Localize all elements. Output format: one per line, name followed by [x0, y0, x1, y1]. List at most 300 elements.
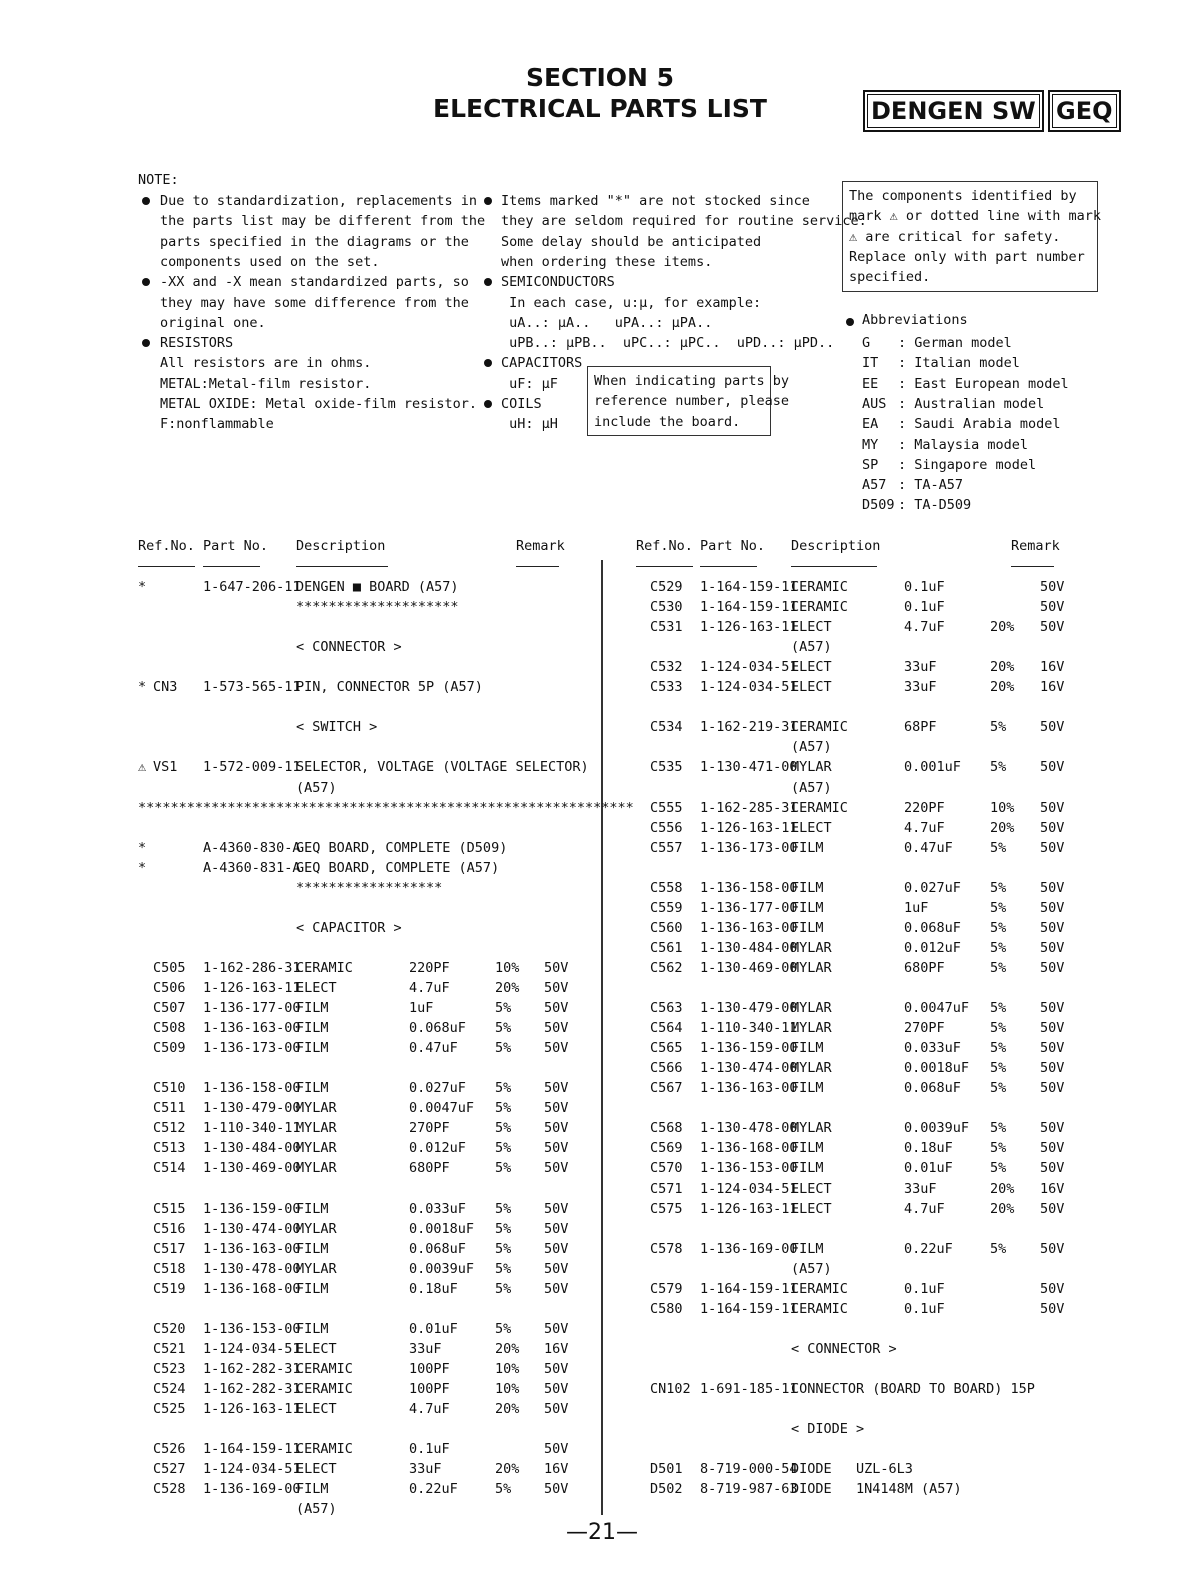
- note-text: Due to standardization, replacements in: [160, 193, 477, 209]
- divider: [516, 566, 559, 567]
- divider: [203, 566, 260, 567]
- part-no: 1-110-340-11: [700, 1020, 798, 1037]
- description: (A57): [791, 639, 832, 656]
- description: FILM: [296, 1040, 329, 1057]
- part-no: 1-130-484-00: [700, 939, 798, 956]
- voltage: 50V: [1040, 919, 1065, 936]
- voltage: 50V: [1040, 719, 1065, 736]
- model-tag-dengen: DENGEN SW: [863, 90, 1044, 132]
- abbrev-value: : German model: [898, 335, 1012, 351]
- part-no: 1-136-163-00: [700, 919, 798, 936]
- abbrev-value: : TA-D509: [898, 497, 972, 514]
- voltage: 50V: [1040, 619, 1065, 636]
- part-no: 1-162-219-31: [700, 719, 798, 736]
- ref-no: C505: [153, 959, 186, 976]
- voltage: 50V: [544, 1020, 569, 1037]
- description: MYLAR: [296, 1160, 337, 1177]
- description: < CONNECTOR >: [791, 1340, 897, 1357]
- tolerance: 10%: [495, 1381, 520, 1397]
- ref-no: C528: [153, 1481, 186, 1498]
- part-no: 1-130-469-00: [203, 1160, 301, 1177]
- ref-no: C512: [153, 1120, 186, 1137]
- value: 68PF: [904, 719, 937, 736]
- section-number: SECTION 5: [525, 63, 675, 92]
- description: SELECTOR, VOLTAGE (VOLTAGE SELECTOR): [296, 759, 589, 776]
- page-title: ELECTRICAL PARTS LIST: [433, 94, 767, 123]
- tolerance: 5%: [495, 1000, 512, 1017]
- ref-no: C534: [650, 719, 683, 736]
- tolerance: 5%: [495, 1320, 512, 1337]
- part-no: 1-136-177-00: [700, 899, 798, 916]
- col-header-remark-right: Remark: [1011, 538, 1060, 554]
- ref-no: C533: [650, 679, 683, 696]
- voltage: 50V: [1040, 1080, 1065, 1097]
- part-no: 1-136-173-00: [700, 839, 798, 856]
- description: FILM: [791, 1240, 824, 1257]
- part-no: 1-136-153-00: [700, 1160, 798, 1177]
- ref-no: C515: [153, 1200, 186, 1217]
- voltage: 50V: [1040, 839, 1065, 856]
- page-number: —21—: [566, 1520, 638, 1545]
- note-text: All resistors are in ohms.: [160, 355, 372, 372]
- voltage: 50V: [1040, 959, 1065, 976]
- part-no: 1-124-034-51: [700, 679, 798, 696]
- tolerance: 20%: [990, 619, 1015, 636]
- tolerance: 5%: [990, 839, 1007, 856]
- ref-no: C566: [650, 1060, 683, 1077]
- part-no: 1-164-159-11: [700, 1280, 798, 1297]
- ref-no: C564: [650, 1020, 683, 1037]
- note-text: uH: μH: [501, 416, 558, 433]
- description: MYLAR: [791, 759, 832, 776]
- col-header-part-left: Part No.: [203, 538, 269, 554]
- ref-no: C580: [650, 1300, 683, 1317]
- value: 0.0047uF: [409, 1100, 475, 1117]
- description: FILM: [296, 1020, 329, 1037]
- note-text: RESISTORS: [160, 335, 234, 352]
- note-text: Items marked "*" are not stocked since: [501, 193, 810, 209]
- ref-no: C568: [650, 1120, 683, 1137]
- voltage: 50V: [1040, 799, 1065, 816]
- value: 680PF: [409, 1160, 450, 1177]
- value: 0.068uF: [904, 919, 961, 936]
- tolerance: 20%: [990, 1180, 1015, 1197]
- description: MYLAR: [791, 959, 832, 976]
- tolerance: 5%: [990, 1020, 1007, 1037]
- tolerance: 5%: [495, 1100, 512, 1117]
- value: 0.068uF: [409, 1240, 466, 1257]
- value: 220PF: [904, 799, 945, 816]
- note-text: SEMICONDUCTORS: [501, 274, 615, 291]
- part-no: 1-130-469-00: [700, 959, 798, 976]
- abbrev-key: EE: [862, 375, 879, 392]
- ref-no: C514: [153, 1160, 186, 1177]
- voltage: 50V: [544, 1381, 569, 1397]
- description: FILM: [791, 879, 824, 896]
- ref-no: C555: [650, 799, 683, 816]
- ref-no: C507: [153, 1000, 186, 1017]
- abbrev-bullet-icon: [846, 318, 854, 326]
- tolerance: 5%: [495, 1040, 512, 1057]
- voltage: 16V: [1040, 659, 1065, 676]
- part-no: 1-124-034-51: [203, 1340, 301, 1357]
- abbrev-key: D509: [862, 497, 895, 514]
- voltage: 50V: [1040, 1120, 1065, 1137]
- description: FILM: [296, 1000, 329, 1017]
- tolerance: 20%: [990, 659, 1015, 676]
- value: 0.0018uF: [904, 1060, 970, 1077]
- ref-no: C530: [650, 599, 683, 616]
- tolerance: 5%: [990, 1080, 1007, 1097]
- part-no: 8-719-000-54: [700, 1461, 798, 1478]
- divider: [138, 566, 195, 567]
- part-no: 1-162-286-31: [203, 959, 301, 976]
- voltage: 50V: [544, 1220, 569, 1237]
- description: CERAMIC: [791, 599, 848, 616]
- value: 100PF: [409, 1360, 450, 1377]
- part-no: 1-126-163-11: [700, 1200, 798, 1217]
- part-no: 1-136-163-00: [203, 1020, 301, 1037]
- tolerance: 5%: [495, 1481, 512, 1498]
- note-text: they may have some difference from the: [160, 294, 469, 311]
- value: 0.1uF: [904, 1300, 945, 1317]
- col-header-part-right: Part No.: [700, 538, 766, 554]
- description: MYLAR: [791, 1120, 832, 1137]
- part-no: 1-573-565-11: [203, 679, 301, 696]
- col-header-remark-left: Remark: [516, 538, 565, 554]
- voltage: 50V: [1040, 939, 1065, 956]
- tolerance: 5%: [990, 899, 1007, 916]
- description: ELECT: [791, 1180, 832, 1197]
- description: FILM: [791, 1080, 824, 1097]
- ref-no: D502: [650, 1481, 683, 1498]
- abbrev-value: : Malaysia model: [898, 436, 1029, 453]
- description: CERAMIC: [791, 1280, 848, 1297]
- description: FILM: [791, 1040, 824, 1057]
- ref-no: C509: [153, 1040, 186, 1057]
- part-no: 1-162-285-31: [700, 799, 798, 816]
- ref-no: C575: [650, 1200, 683, 1217]
- part-no: 1-124-034-51: [203, 1461, 301, 1478]
- ref-no: CN102: [650, 1381, 691, 1397]
- safety-note-box: The components identified by mark ⚠ or dotted line with mark ⚠ are critical for safety. Replace only with part number specified.: [842, 181, 1098, 292]
- description: CONNECTOR (BOARD TO BOARD) 15P: [791, 1381, 1035, 1397]
- ref-no: C532: [650, 659, 683, 676]
- ref-no: C506: [153, 980, 186, 996]
- description: CERAMIC: [296, 959, 353, 976]
- ref-no: C565: [650, 1040, 683, 1057]
- note-text: METAL OXIDE: Metal oxide-film resistor.: [160, 396, 477, 412]
- voltage: 50V: [1040, 1140, 1065, 1157]
- value: 0.0047uF: [904, 1000, 970, 1017]
- note-text: the parts list may be different from the: [160, 213, 486, 230]
- ref-no: C535: [650, 759, 683, 776]
- tolerance: 5%: [990, 1060, 1007, 1077]
- voltage: 50V: [544, 959, 569, 976]
- part-no: 1-130-478-00: [203, 1260, 301, 1277]
- note-text: uA..: μA.. uPA..: μPA..: [501, 314, 713, 331]
- voltage: 50V: [544, 1320, 569, 1337]
- tolerance: 5%: [495, 1140, 512, 1157]
- part-no: A-4360-831-A: [203, 859, 301, 876]
- voltage: 50V: [1040, 1280, 1065, 1297]
- ref-no: C520: [153, 1320, 186, 1337]
- description: FILM: [296, 1080, 329, 1097]
- tolerance: 20%: [990, 1200, 1015, 1217]
- description: MYLAR: [296, 1100, 337, 1117]
- part-no: 1-124-034-51: [700, 659, 798, 676]
- col-header-desc-left: Description: [296, 538, 386, 554]
- value: 0.01uF: [904, 1160, 953, 1177]
- value: 0.027uF: [904, 879, 961, 896]
- ref-no: C569: [650, 1140, 683, 1157]
- value: 0.012uF: [904, 939, 961, 956]
- not-stocked-mark: *: [138, 679, 147, 696]
- bullet-icon: [484, 359, 492, 367]
- tolerance: 5%: [495, 1200, 512, 1217]
- value: 4.7uF: [904, 1200, 945, 1217]
- voltage: 16V: [544, 1340, 569, 1357]
- ref-no: C527: [153, 1461, 186, 1478]
- value: 0.0039uF: [409, 1260, 475, 1277]
- tolerance: 5%: [495, 1220, 512, 1237]
- part-no: 1-164-159-11: [203, 1441, 301, 1458]
- tolerance: 10%: [495, 959, 520, 976]
- note-text: METAL:Metal-film resistor.: [160, 375, 372, 392]
- note-text: uPB..: μPB.. uPC..: μPC.. uPD..: μPD..: [501, 335, 835, 352]
- description: ********************: [296, 599, 459, 616]
- board-reference-note-box: When indicating parts by reference number, please include the board.: [587, 366, 771, 436]
- voltage: 50V: [544, 1260, 569, 1277]
- note-text: original one.: [160, 314, 266, 331]
- note-text: parts specified in the diagrams or the: [160, 233, 469, 250]
- value: 0.1uF: [904, 1280, 945, 1297]
- value: 0.18uF: [409, 1280, 458, 1297]
- voltage: 50V: [544, 1160, 569, 1177]
- part-no: 1-130-478-00: [700, 1120, 798, 1137]
- ref-no: C517: [153, 1240, 186, 1257]
- value: 0.001uF: [904, 759, 961, 776]
- voltage: 50V: [544, 1000, 569, 1017]
- ref-no: C531: [650, 619, 683, 636]
- tolerance: 5%: [990, 719, 1007, 736]
- abbrev-key: MY: [862, 436, 879, 453]
- value: 0.47uF: [409, 1040, 458, 1057]
- part-no: 1-136-173-00: [203, 1040, 301, 1057]
- ref-no: C529: [650, 579, 683, 595]
- note-text: In each case, u:μ, for example:: [501, 294, 762, 311]
- value: 0.18uF: [904, 1140, 953, 1157]
- description: ELECT: [296, 1461, 337, 1478]
- description: (A57): [791, 739, 832, 756]
- description: FILM: [296, 1320, 329, 1337]
- voltage: 50V: [1040, 1200, 1065, 1217]
- ref-no: C519: [153, 1280, 186, 1297]
- description: (A57): [791, 779, 832, 796]
- value: 0.47uF: [904, 839, 953, 856]
- value: 4.7uF: [409, 1401, 450, 1418]
- value: 270PF: [409, 1120, 450, 1137]
- separator-stars: *************************************************************: [138, 799, 634, 816]
- part-no: 1-130-484-00: [203, 1140, 301, 1157]
- description: ******************: [296, 879, 443, 896]
- ref-no: C518: [153, 1260, 186, 1277]
- description: < SWITCH >: [296, 719, 378, 736]
- value: 33uF: [904, 679, 937, 696]
- divider: [296, 566, 388, 567]
- tolerance: 5%: [495, 1280, 512, 1297]
- ref-no: C561: [650, 939, 683, 956]
- value: 0.22uF: [409, 1481, 458, 1498]
- part-no: 1-162-282-31: [203, 1360, 301, 1377]
- part-no: 1-136-163-00: [700, 1080, 798, 1097]
- description: CERAMIC: [296, 1441, 353, 1458]
- description: (A57): [296, 779, 337, 796]
- voltage: 50V: [1040, 1160, 1065, 1177]
- ref-no: C516: [153, 1220, 186, 1237]
- description: ELECT: [296, 1401, 337, 1418]
- voltage: 50V: [1040, 759, 1065, 776]
- ref-no: C567: [650, 1080, 683, 1097]
- value: 0.0018uF: [409, 1220, 475, 1237]
- description: CERAMIC: [296, 1360, 353, 1377]
- description: CERAMIC: [791, 1300, 848, 1317]
- ref-no: C578: [650, 1240, 683, 1257]
- value: 0.1uF: [904, 579, 945, 595]
- column-divider: [601, 560, 603, 1515]
- description: CERAMIC: [791, 799, 848, 816]
- col-header-ref-left: Ref.No.: [138, 538, 195, 554]
- divider: [1011, 566, 1054, 567]
- voltage: 50V: [544, 1120, 569, 1137]
- voltage: 50V: [544, 980, 569, 996]
- value: 0.01uF: [409, 1320, 458, 1337]
- description: < CONNECTOR >: [296, 639, 402, 656]
- notes-heading: NOTE:: [138, 172, 179, 188]
- value: 4.7uF: [409, 980, 450, 996]
- bullet-icon: [142, 339, 150, 347]
- value: 0.1uF: [409, 1441, 450, 1458]
- value: 33uF: [409, 1340, 442, 1357]
- value: 4.7uF: [904, 819, 945, 836]
- value: 0.1uF: [904, 599, 945, 616]
- voltage: 50V: [544, 1080, 569, 1097]
- abbrev-key: EA: [862, 416, 879, 433]
- abbrev-key: SP: [862, 456, 879, 473]
- tolerance: 5%: [990, 939, 1007, 956]
- part-no: 1-136-163-00: [203, 1240, 301, 1257]
- description: ELECT: [296, 1340, 337, 1357]
- note-text: when ordering these items.: [501, 253, 713, 270]
- part-no: 1-126-163-11: [203, 1401, 301, 1418]
- value: 33uF: [904, 659, 937, 676]
- description: ELECT: [791, 1200, 832, 1217]
- part-no: 1-130-471-00: [700, 759, 798, 776]
- value: 0.22uF: [904, 1240, 953, 1257]
- note-text: uF: μF: [501, 375, 558, 392]
- part-no: 1-136-168-00: [700, 1140, 798, 1157]
- part-no: 1-162-282-31: [203, 1381, 301, 1397]
- ref-no: C579: [650, 1280, 683, 1297]
- tolerance: 5%: [495, 1080, 512, 1097]
- not-stocked-mark: *: [138, 579, 147, 595]
- voltage: 50V: [544, 1401, 569, 1418]
- voltage: 50V: [1040, 579, 1065, 595]
- voltage: 16V: [544, 1461, 569, 1478]
- tolerance: 5%: [990, 1160, 1007, 1177]
- part-no: 8-719-987-63: [700, 1481, 798, 1498]
- tolerance: 5%: [990, 1040, 1007, 1057]
- tolerance: 5%: [495, 1240, 512, 1257]
- description: DIODE 1N4148M (A57): [791, 1481, 962, 1498]
- model-tag-geq: GEQ: [1048, 90, 1121, 132]
- tolerance: 20%: [990, 679, 1015, 696]
- value: 680PF: [904, 959, 945, 976]
- part-no: 1-110-340-11: [203, 1120, 301, 1137]
- tolerance: 20%: [495, 1461, 520, 1478]
- warning-icon: ⚠: [138, 759, 147, 776]
- part-no: 1-164-159-11: [700, 599, 798, 616]
- voltage: 50V: [544, 1441, 569, 1458]
- ref-no: C563: [650, 1000, 683, 1017]
- tolerance: 5%: [990, 1140, 1007, 1157]
- tolerance: 5%: [495, 1260, 512, 1277]
- abbrev-key: G: [862, 335, 871, 351]
- value: 1uF: [904, 899, 929, 916]
- value: 0.012uF: [409, 1140, 466, 1157]
- not-stocked-mark: *: [138, 839, 147, 856]
- abbrev-value: : Saudi Arabia model: [898, 416, 1061, 433]
- abbrev-value: : Singapore model: [898, 456, 1037, 473]
- value: 0.033uF: [904, 1040, 961, 1057]
- description: MYLAR: [296, 1220, 337, 1237]
- tolerance: 5%: [495, 1160, 512, 1177]
- part-no: 1-130-479-00: [203, 1100, 301, 1117]
- value: 1uF: [409, 1000, 434, 1017]
- abbrev-value: : TA-A57: [898, 477, 964, 494]
- tolerance: 5%: [495, 1020, 512, 1037]
- tolerance: 20%: [495, 1340, 520, 1357]
- note-text: F:nonflammable: [160, 416, 274, 433]
- abbrev-value: : Australian model: [898, 395, 1045, 412]
- description: CERAMIC: [296, 1381, 353, 1397]
- description: PIN, CONNECTOR 5P (A57): [296, 679, 483, 696]
- description: MYLAR: [296, 1120, 337, 1137]
- ref-no: C559: [650, 899, 683, 916]
- ref-no: C521: [153, 1340, 186, 1357]
- bullet-icon: [484, 197, 492, 205]
- value: 0.068uF: [409, 1020, 466, 1037]
- description: ELECT: [791, 679, 832, 696]
- voltage: 50V: [544, 1360, 569, 1377]
- tolerance: 5%: [990, 959, 1007, 976]
- part-no: 1-136-158-00: [203, 1080, 301, 1097]
- description: FILM: [296, 1240, 329, 1257]
- description: FILM: [791, 919, 824, 936]
- value: 33uF: [409, 1461, 442, 1478]
- note-text: COILS: [501, 396, 542, 412]
- ref-no: C560: [650, 919, 683, 936]
- abbreviations-heading: Abbreviations: [862, 312, 968, 328]
- tolerance: 5%: [990, 759, 1007, 776]
- not-stocked-mark: *: [138, 859, 147, 876]
- ref-no: C511: [153, 1100, 186, 1117]
- divider: [791, 566, 877, 567]
- tolerance: 5%: [495, 1120, 512, 1137]
- tolerance: 5%: [990, 919, 1007, 936]
- part-no: 1-136-159-00: [203, 1200, 301, 1217]
- value: 220PF: [409, 959, 450, 976]
